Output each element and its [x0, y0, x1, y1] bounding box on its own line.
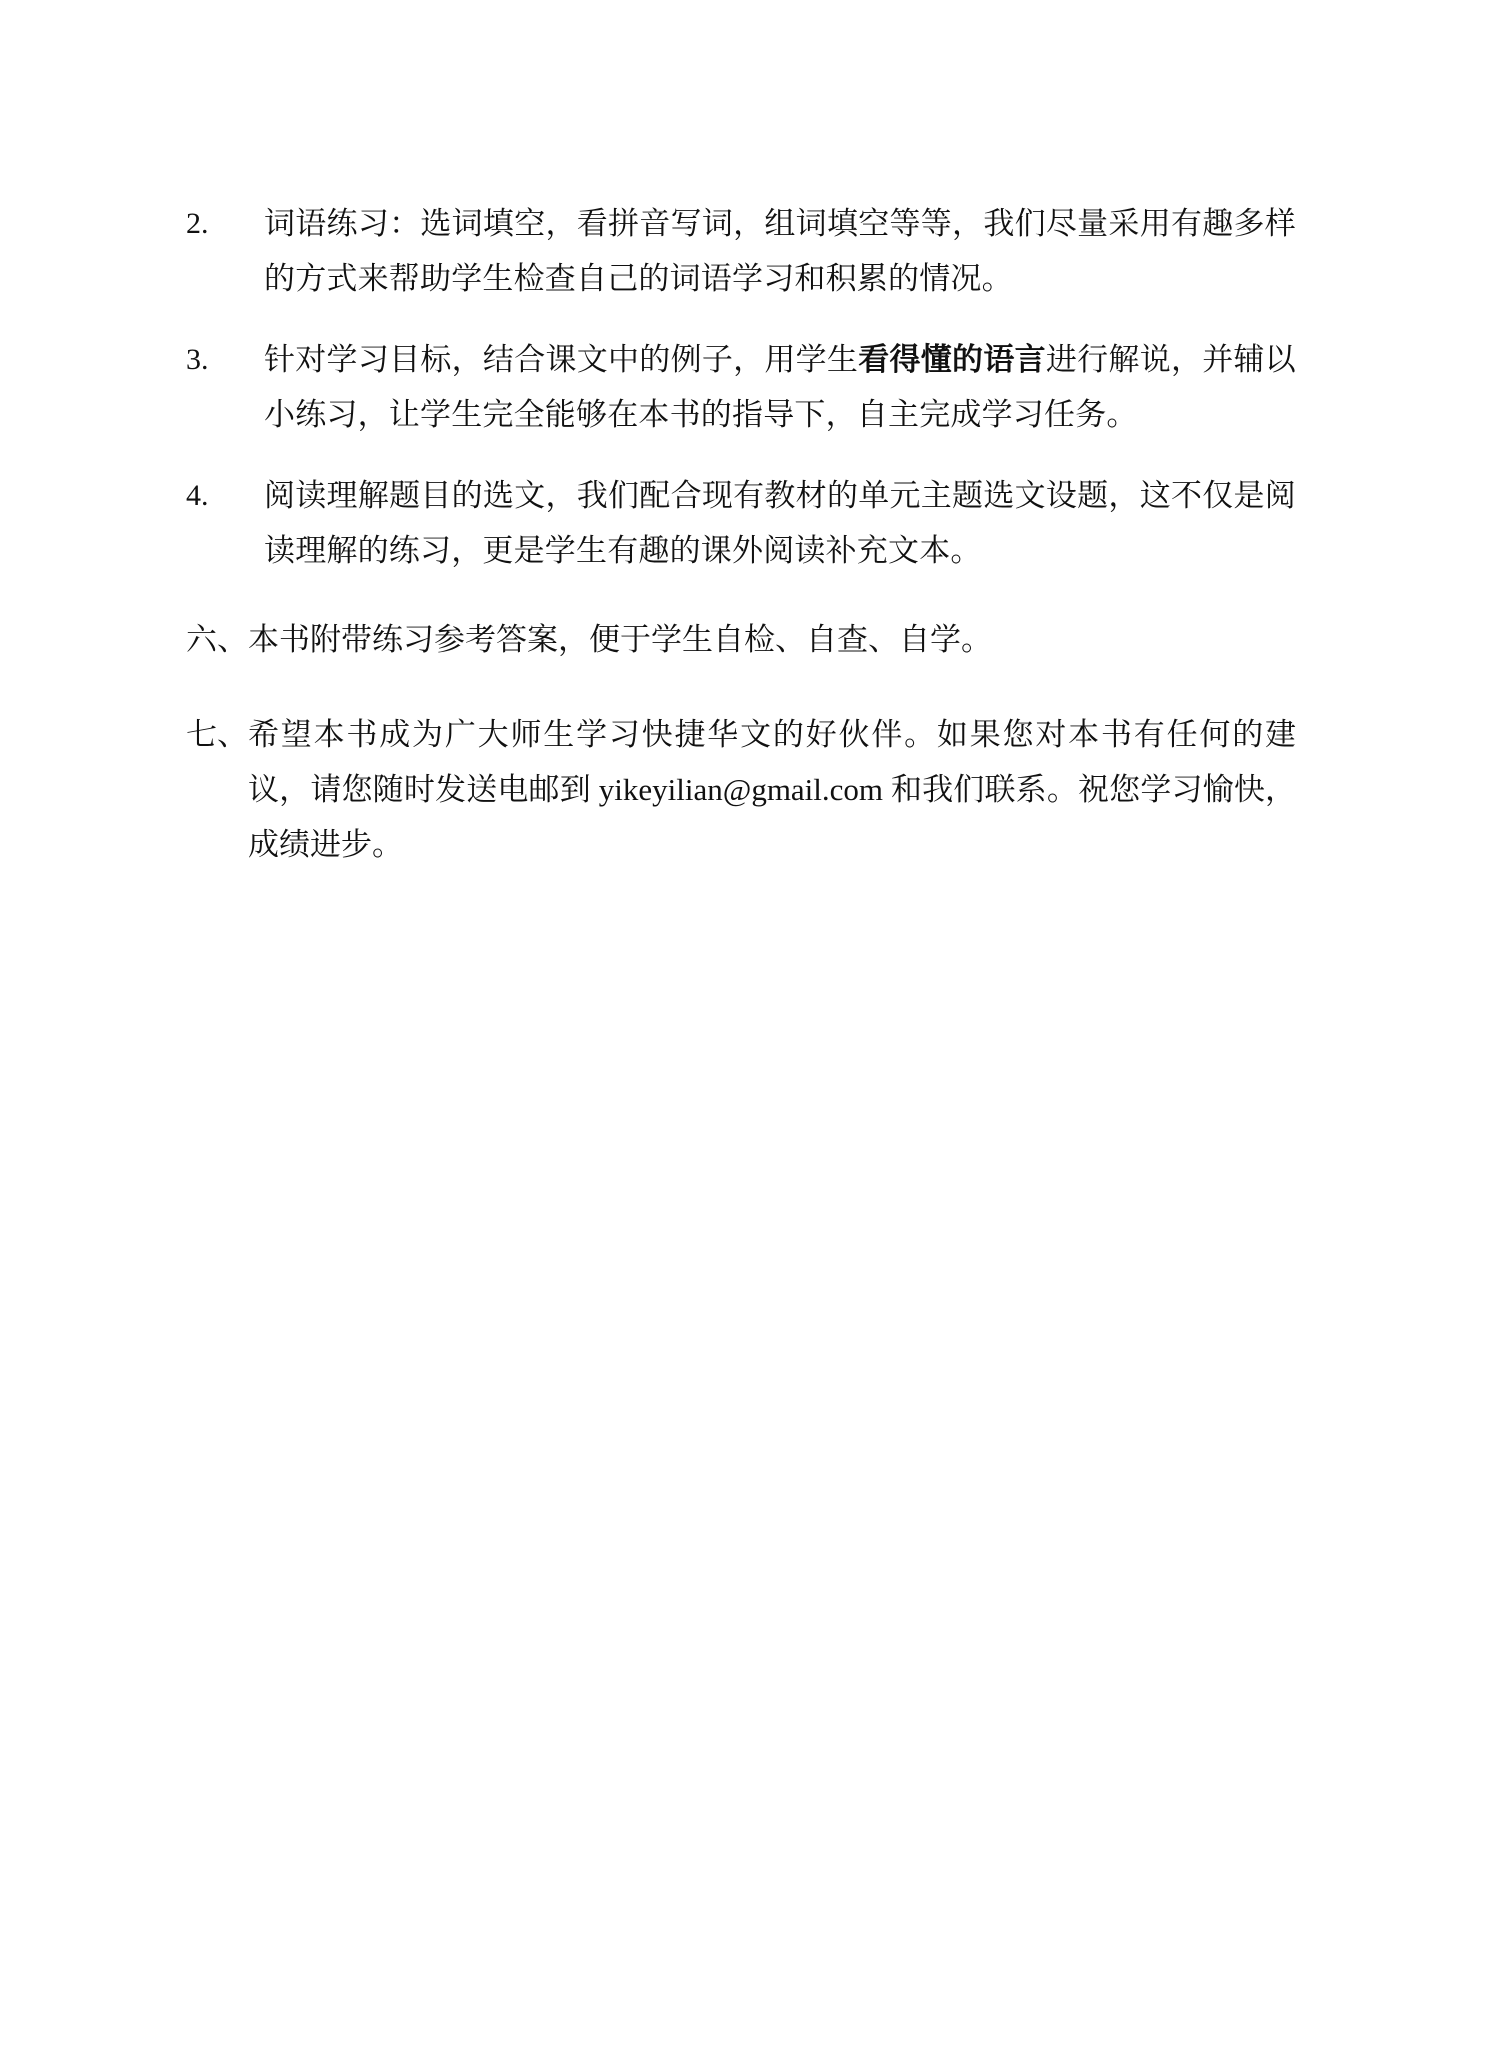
list-item [186, 332, 1296, 442]
section-text: 本书附带练习参考答案，便于学生自检、自查、自学。 [248, 622, 992, 657]
section-marker: 七、 [186, 717, 248, 752]
text-segment-after: 和我们联系。祝您学习愉快，成绩进步。 [248, 772, 1297, 862]
list-item-marker: 3. [186, 343, 209, 376]
section-item-seven [186, 707, 1296, 872]
list-item-text: 阅读理解题目的选文，我们配合现有教材的单元主题选文设题，这不仅是阅读理解的练习，更是学生有趣的课外阅读补充文本。 [264, 478, 1296, 568]
section-text [248, 707, 1296, 872]
list-item-text: 词语练习：选词填空，看拼音写词，组词填空等等，我们尽量采用有趣多样的方式来帮助学生检查自己的词语学习和积累的情况。 [264, 206, 1296, 296]
text-segment-after: 进行解说，并辅以小练习，让学生完全能够在本书的指导下，自主完成学习任务。 [264, 342, 1296, 432]
section-marker: 六、 [186, 622, 248, 657]
list-item-marker: 2. [186, 207, 209, 240]
list-item-text [264, 332, 1296, 442]
section-item-six [186, 612, 1296, 667]
emphasis-text: 看得懂的语言 [858, 342, 1046, 377]
text-segment-before: 针对学习目标，结合课文中的例子，用学生 [264, 342, 859, 377]
list-item [186, 468, 1296, 578]
email-address: yikeyilian@gmail.com [598, 772, 884, 807]
list-item [186, 196, 1296, 306]
document-body [186, 196, 1296, 872]
text-segment-before: 希望本书成为广大师生学习快捷华文的好伙伴。如果您对本书有任何的建议，请您随时发送电邮到 [248, 717, 1296, 807]
list-item-marker: 4. [186, 479, 209, 512]
